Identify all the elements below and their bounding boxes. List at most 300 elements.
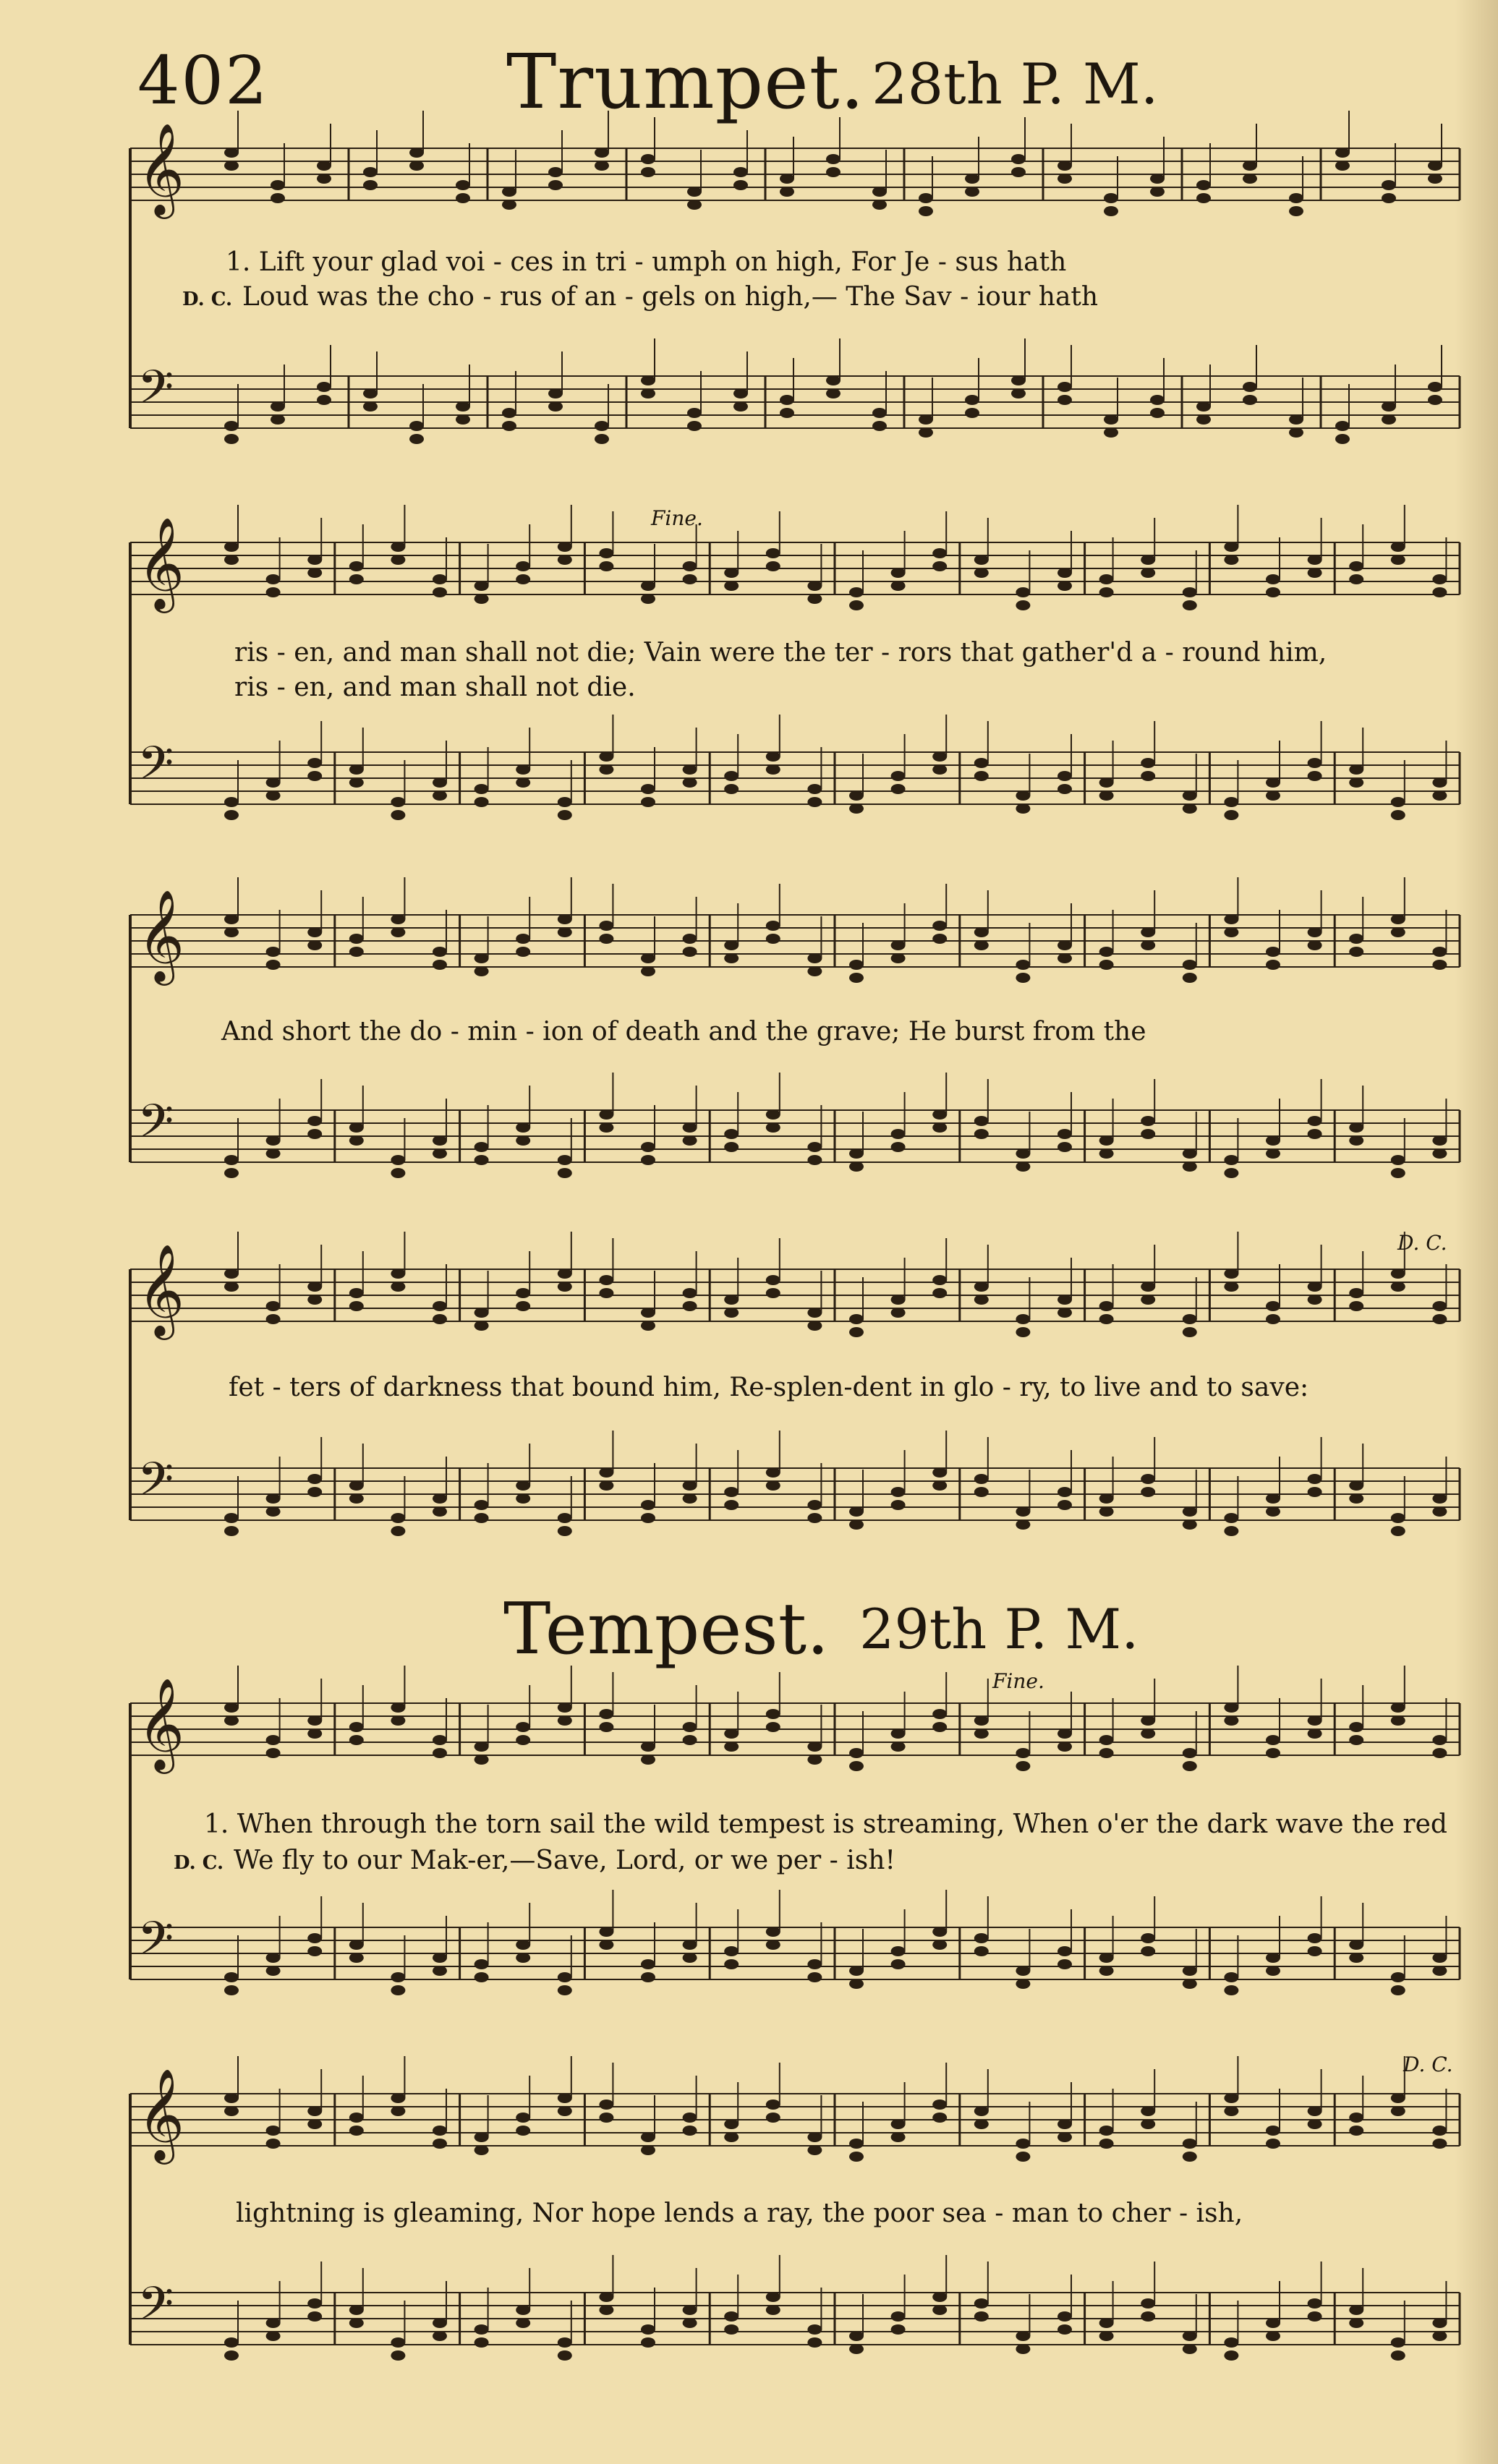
notehead <box>409 148 424 158</box>
notehead <box>1057 395 1072 405</box>
notehead <box>1141 771 1155 781</box>
notehead <box>1183 1979 1197 1989</box>
notehead <box>1057 1728 1072 1739</box>
notehead <box>1382 401 1396 412</box>
notehead <box>599 934 613 944</box>
notehead <box>974 940 989 950</box>
notehead <box>1266 960 1280 970</box>
notehead <box>1099 1506 1114 1517</box>
notehead <box>1057 568 1072 578</box>
notehead <box>1183 2139 1197 2149</box>
notehead <box>558 810 572 820</box>
notehead <box>474 784 489 794</box>
notehead <box>516 2305 530 2315</box>
notehead <box>687 421 702 431</box>
notehead <box>349 934 364 944</box>
notehead <box>349 561 364 571</box>
notehead <box>872 200 887 210</box>
notehead <box>724 953 739 963</box>
notehead <box>1349 2126 1363 2136</box>
notehead <box>974 771 989 781</box>
notehead <box>474 1142 489 1152</box>
notehead <box>683 1940 697 1950</box>
notehead <box>391 2093 405 2103</box>
notehead <box>599 548 613 558</box>
notehead <box>595 421 609 431</box>
notehead <box>766 1480 780 1491</box>
notehead <box>932 2292 947 2302</box>
notehead <box>974 1728 989 1739</box>
notehead <box>1432 2331 1447 2341</box>
notehead <box>1099 1748 1114 1758</box>
notehead <box>1266 2318 1280 2328</box>
notehead <box>1016 973 1030 983</box>
notehead <box>558 1972 572 1982</box>
notehead <box>1308 2311 1322 2322</box>
hymn-meter-trumpet: 28th P. M. <box>872 52 1159 117</box>
notehead <box>1141 2106 1155 2116</box>
notehead <box>1057 784 1072 794</box>
notehead <box>1016 1748 1030 1758</box>
notehead <box>391 1985 405 1995</box>
notehead <box>1224 797 1238 807</box>
notehead <box>1183 973 1197 983</box>
notehead <box>558 914 572 924</box>
notehead <box>391 1526 405 1536</box>
lyric-line: And short the do - min - ion of death and the grave; He burst from the <box>221 1017 1146 1046</box>
notehead <box>1141 2119 1155 2129</box>
notehead <box>849 803 864 814</box>
notehead <box>766 921 780 931</box>
notehead <box>1266 574 1280 584</box>
notehead <box>1432 790 1447 801</box>
notehead <box>271 193 285 203</box>
notehead <box>766 764 780 775</box>
notehead <box>516 2318 530 2328</box>
notehead <box>849 1979 864 1989</box>
notehead <box>1196 193 1211 203</box>
notehead <box>558 1715 572 1726</box>
notehead <box>1308 1728 1322 1739</box>
notehead <box>1432 2139 1447 2149</box>
notehead <box>1099 2126 1114 2136</box>
notehead <box>1289 414 1303 425</box>
notehead <box>1141 555 1155 565</box>
lyric-line: 1. Lift your glad voi - ces in tri - umph on high, For Je - sus hath <box>226 247 1067 277</box>
notehead <box>1308 1474 1322 1484</box>
notehead <box>891 1142 906 1152</box>
notehead <box>1391 810 1405 820</box>
notehead <box>349 777 364 788</box>
notehead <box>807 1513 822 1523</box>
notehead <box>266 1735 281 1745</box>
notehead <box>599 1467 613 1478</box>
notehead <box>307 758 322 768</box>
notehead <box>516 2113 530 2123</box>
notehead <box>974 1282 989 1292</box>
notehead <box>807 1972 822 1982</box>
notehead <box>1016 1519 1030 1530</box>
notehead <box>224 421 239 431</box>
notehead <box>1308 568 1322 578</box>
notehead <box>599 1480 613 1491</box>
notehead <box>349 1135 364 1146</box>
notehead <box>1057 1742 1072 1752</box>
notehead <box>1016 1761 1030 1771</box>
notehead <box>266 1953 281 1963</box>
notehead <box>683 1135 697 1146</box>
notehead <box>391 810 405 820</box>
treble-clef-icon: 𝄞 <box>137 516 185 609</box>
notehead <box>391 1155 405 1165</box>
notehead <box>724 1487 739 1497</box>
notehead <box>349 1722 364 1732</box>
notehead <box>307 1474 322 1484</box>
notehead <box>456 401 470 412</box>
notehead <box>1224 1985 1238 1995</box>
notehead <box>391 2106 405 2116</box>
notehead <box>1141 2298 1155 2309</box>
notehead <box>826 167 841 177</box>
notehead <box>599 1122 613 1133</box>
notehead <box>1349 1288 1363 1298</box>
notehead <box>391 1702 405 1713</box>
notehead <box>766 1122 780 1133</box>
notehead <box>1335 434 1350 444</box>
notehead <box>807 1755 822 1765</box>
notehead <box>683 2318 697 2328</box>
notehead <box>307 555 322 565</box>
notehead <box>1391 1269 1405 1279</box>
notehead <box>724 1142 739 1152</box>
notehead <box>1432 960 1447 970</box>
notehead <box>1099 960 1114 970</box>
notehead <box>766 1927 780 1937</box>
notehead <box>558 797 572 807</box>
notehead <box>891 2324 906 2335</box>
notehead <box>1266 1953 1280 1963</box>
notehead <box>1183 1748 1197 1758</box>
notehead <box>1391 2337 1405 2348</box>
notehead <box>1289 427 1303 438</box>
notehead <box>599 1709 613 1719</box>
notehead <box>1224 914 1238 924</box>
notehead <box>1432 1748 1447 1758</box>
notehead <box>363 180 378 190</box>
notehead <box>558 555 572 565</box>
treble-clef-icon: 𝄞 <box>137 122 185 215</box>
notehead <box>1057 2119 1072 2129</box>
notehead <box>641 1155 655 1165</box>
notehead <box>1432 1135 1447 1146</box>
notehead <box>1432 2126 1447 2136</box>
notehead <box>687 200 702 210</box>
notehead <box>1391 2093 1405 2103</box>
notehead <box>363 401 378 412</box>
notehead <box>733 388 748 398</box>
notehead <box>780 408 794 418</box>
notehead <box>391 2350 405 2361</box>
notehead <box>317 382 331 392</box>
notehead <box>974 758 989 768</box>
notehead <box>891 2132 906 2142</box>
notehead <box>641 1972 655 1982</box>
notehead <box>1391 914 1405 924</box>
notehead <box>891 1295 906 1305</box>
notehead <box>266 2126 281 2136</box>
notehead <box>307 2311 322 2322</box>
notehead <box>1266 1148 1280 1159</box>
notehead <box>1432 1148 1447 1159</box>
notehead <box>891 1742 906 1752</box>
notehead <box>1266 587 1280 597</box>
notehead <box>849 1161 864 1172</box>
notehead <box>641 1959 655 1969</box>
notehead <box>641 1742 655 1752</box>
notehead <box>1016 1966 1030 1976</box>
notehead <box>1243 161 1257 171</box>
notehead <box>683 1122 697 1133</box>
notehead <box>307 2298 322 2309</box>
lyric-line: lightning is gleaming, Nor hope lends a ray, the poor sea - man to cher - ish, <box>236 2199 1243 2228</box>
notehead <box>807 1308 822 1318</box>
notehead <box>391 1513 405 1523</box>
notehead <box>932 561 947 571</box>
notehead <box>1432 777 1447 788</box>
notehead <box>1308 1946 1322 1956</box>
notehead <box>1335 148 1350 158</box>
notehead <box>1141 1129 1155 1139</box>
page-number: 402 <box>137 42 269 119</box>
notehead <box>1099 1135 1114 1146</box>
notehead <box>1391 1972 1405 1982</box>
notehead <box>807 1142 822 1152</box>
lyric-line-dc <box>174 1846 895 1875</box>
notehead <box>1391 1702 1405 1713</box>
notehead <box>932 1109 947 1120</box>
notehead <box>724 1742 739 1752</box>
notehead <box>1243 395 1257 405</box>
notehead <box>1141 1282 1155 1292</box>
notehead <box>724 1500 739 1510</box>
notehead <box>456 180 470 190</box>
notehead <box>1104 414 1118 425</box>
notehead <box>474 797 489 807</box>
notehead <box>1349 1722 1363 1732</box>
notehead <box>307 1487 322 1497</box>
notehead <box>266 960 281 970</box>
notehead <box>974 568 989 578</box>
notehead <box>558 2337 572 2348</box>
notehead <box>307 1728 322 1739</box>
notehead <box>872 408 887 418</box>
notehead <box>849 1314 864 1324</box>
notehead <box>724 771 739 781</box>
notehead <box>599 921 613 931</box>
notehead <box>558 1282 572 1292</box>
notehead <box>932 921 947 931</box>
notehead <box>433 1966 447 1976</box>
lyric-line: fet - ters of darkness that bound him, Re-splen-dent in glo - ry, to live and to save: <box>229 1373 1309 1402</box>
notehead <box>224 1715 239 1726</box>
notehead <box>558 927 572 937</box>
notehead <box>1141 1946 1155 1956</box>
notehead <box>724 2132 739 2142</box>
notehead <box>456 414 470 425</box>
notehead <box>266 777 281 788</box>
notehead <box>641 2145 655 2155</box>
notehead <box>558 1985 572 1995</box>
notehead <box>474 1742 489 1752</box>
notehead <box>516 1953 530 1963</box>
notehead <box>1349 934 1363 944</box>
notehead <box>849 1519 864 1530</box>
notehead <box>266 1506 281 1517</box>
notehead <box>1099 777 1114 788</box>
notehead <box>391 914 405 924</box>
notehead <box>1141 1116 1155 1126</box>
notehead <box>932 934 947 944</box>
notehead <box>599 2099 613 2110</box>
notehead <box>1104 206 1118 216</box>
notehead <box>849 1966 864 1976</box>
notehead <box>266 1135 281 1146</box>
notehead <box>641 1513 655 1523</box>
notehead <box>1266 1301 1280 1311</box>
notehead <box>1057 1959 1072 1969</box>
notehead <box>766 1940 780 1950</box>
notehead <box>558 2350 572 2361</box>
notehead <box>271 180 285 190</box>
notehead <box>502 421 516 431</box>
notehead <box>724 581 739 591</box>
notehead <box>683 2305 697 2315</box>
notehead <box>595 434 609 444</box>
notehead <box>641 2324 655 2335</box>
notehead <box>919 206 933 216</box>
notehead <box>1183 1314 1197 1324</box>
notehead <box>724 2119 739 2129</box>
notehead <box>641 1500 655 1510</box>
notehead <box>1308 1116 1322 1126</box>
notehead <box>1099 2318 1114 2328</box>
notehead <box>433 1506 447 1517</box>
notehead <box>516 1135 530 1146</box>
notehead <box>266 587 281 597</box>
notehead <box>1308 1487 1322 1497</box>
notehead <box>891 568 906 578</box>
notehead <box>807 2324 822 2335</box>
notehead <box>1183 790 1197 801</box>
notehead <box>1141 1474 1155 1484</box>
notehead <box>1224 1526 1238 1536</box>
notehead <box>1057 1487 1072 1497</box>
notehead <box>932 1288 947 1298</box>
notehead <box>349 2318 364 2328</box>
notehead <box>516 934 530 944</box>
notehead <box>266 1148 281 1159</box>
notehead <box>1349 1940 1363 1950</box>
notehead <box>1391 2106 1405 2116</box>
notehead <box>932 548 947 558</box>
notehead <box>1349 1493 1363 1504</box>
notehead <box>349 1940 364 1950</box>
notehead <box>1224 2106 1238 2116</box>
notehead <box>849 1761 864 1771</box>
notehead <box>1224 1155 1238 1165</box>
notehead <box>548 167 563 177</box>
notehead <box>641 1321 655 1331</box>
notehead <box>766 1109 780 1120</box>
notehead <box>807 1500 822 1510</box>
notehead <box>1432 1966 1447 1976</box>
notehead <box>1391 2350 1405 2361</box>
notehead <box>1382 414 1396 425</box>
notehead <box>1349 2305 1363 2315</box>
notehead <box>433 1301 447 1311</box>
notehead <box>974 1487 989 1497</box>
notehead <box>965 174 979 184</box>
notehead <box>1266 2126 1280 2136</box>
notehead <box>1391 1526 1405 1536</box>
notehead <box>349 2305 364 2315</box>
notehead <box>1099 2331 1114 2341</box>
notehead <box>474 2324 489 2335</box>
notehead <box>1266 1735 1280 1745</box>
notehead <box>1150 395 1165 405</box>
notehead <box>1141 758 1155 768</box>
notehead <box>349 2113 364 2123</box>
notehead <box>766 2099 780 2110</box>
notehead <box>307 1933 322 1943</box>
notehead <box>1057 1308 1072 1318</box>
notehead <box>1391 1985 1405 1995</box>
notehead <box>1349 561 1363 571</box>
notehead <box>891 940 906 950</box>
notehead <box>1224 810 1238 820</box>
notehead <box>780 187 794 197</box>
notehead <box>1104 193 1118 203</box>
notehead <box>224 148 239 158</box>
notehead <box>849 1148 864 1159</box>
notehead <box>1432 1953 1447 1963</box>
notehead <box>641 797 655 807</box>
notehead <box>1099 2139 1114 2149</box>
notehead <box>683 777 697 788</box>
notehead <box>641 167 655 177</box>
notehead <box>1308 2298 1322 2309</box>
lyric-line: ris - en, and man shall not die; Vain were the ter - rors that gather'd a - round him, <box>234 638 1327 668</box>
notehead <box>1196 414 1211 425</box>
notehead <box>307 1946 322 1956</box>
notehead <box>599 751 613 762</box>
notehead <box>1432 2318 1447 2328</box>
notehead <box>849 960 864 970</box>
notehead <box>1057 382 1072 392</box>
notehead <box>1224 1715 1238 1726</box>
notehead <box>1349 947 1363 957</box>
notehead <box>433 790 447 801</box>
notehead <box>766 1275 780 1285</box>
notehead <box>391 1168 405 1178</box>
notehead <box>433 1135 447 1146</box>
notehead <box>558 1702 572 1713</box>
notehead <box>224 1269 239 1279</box>
notehead <box>1099 1314 1114 1324</box>
notehead <box>641 1308 655 1318</box>
notehead <box>724 940 739 950</box>
notehead <box>724 784 739 794</box>
